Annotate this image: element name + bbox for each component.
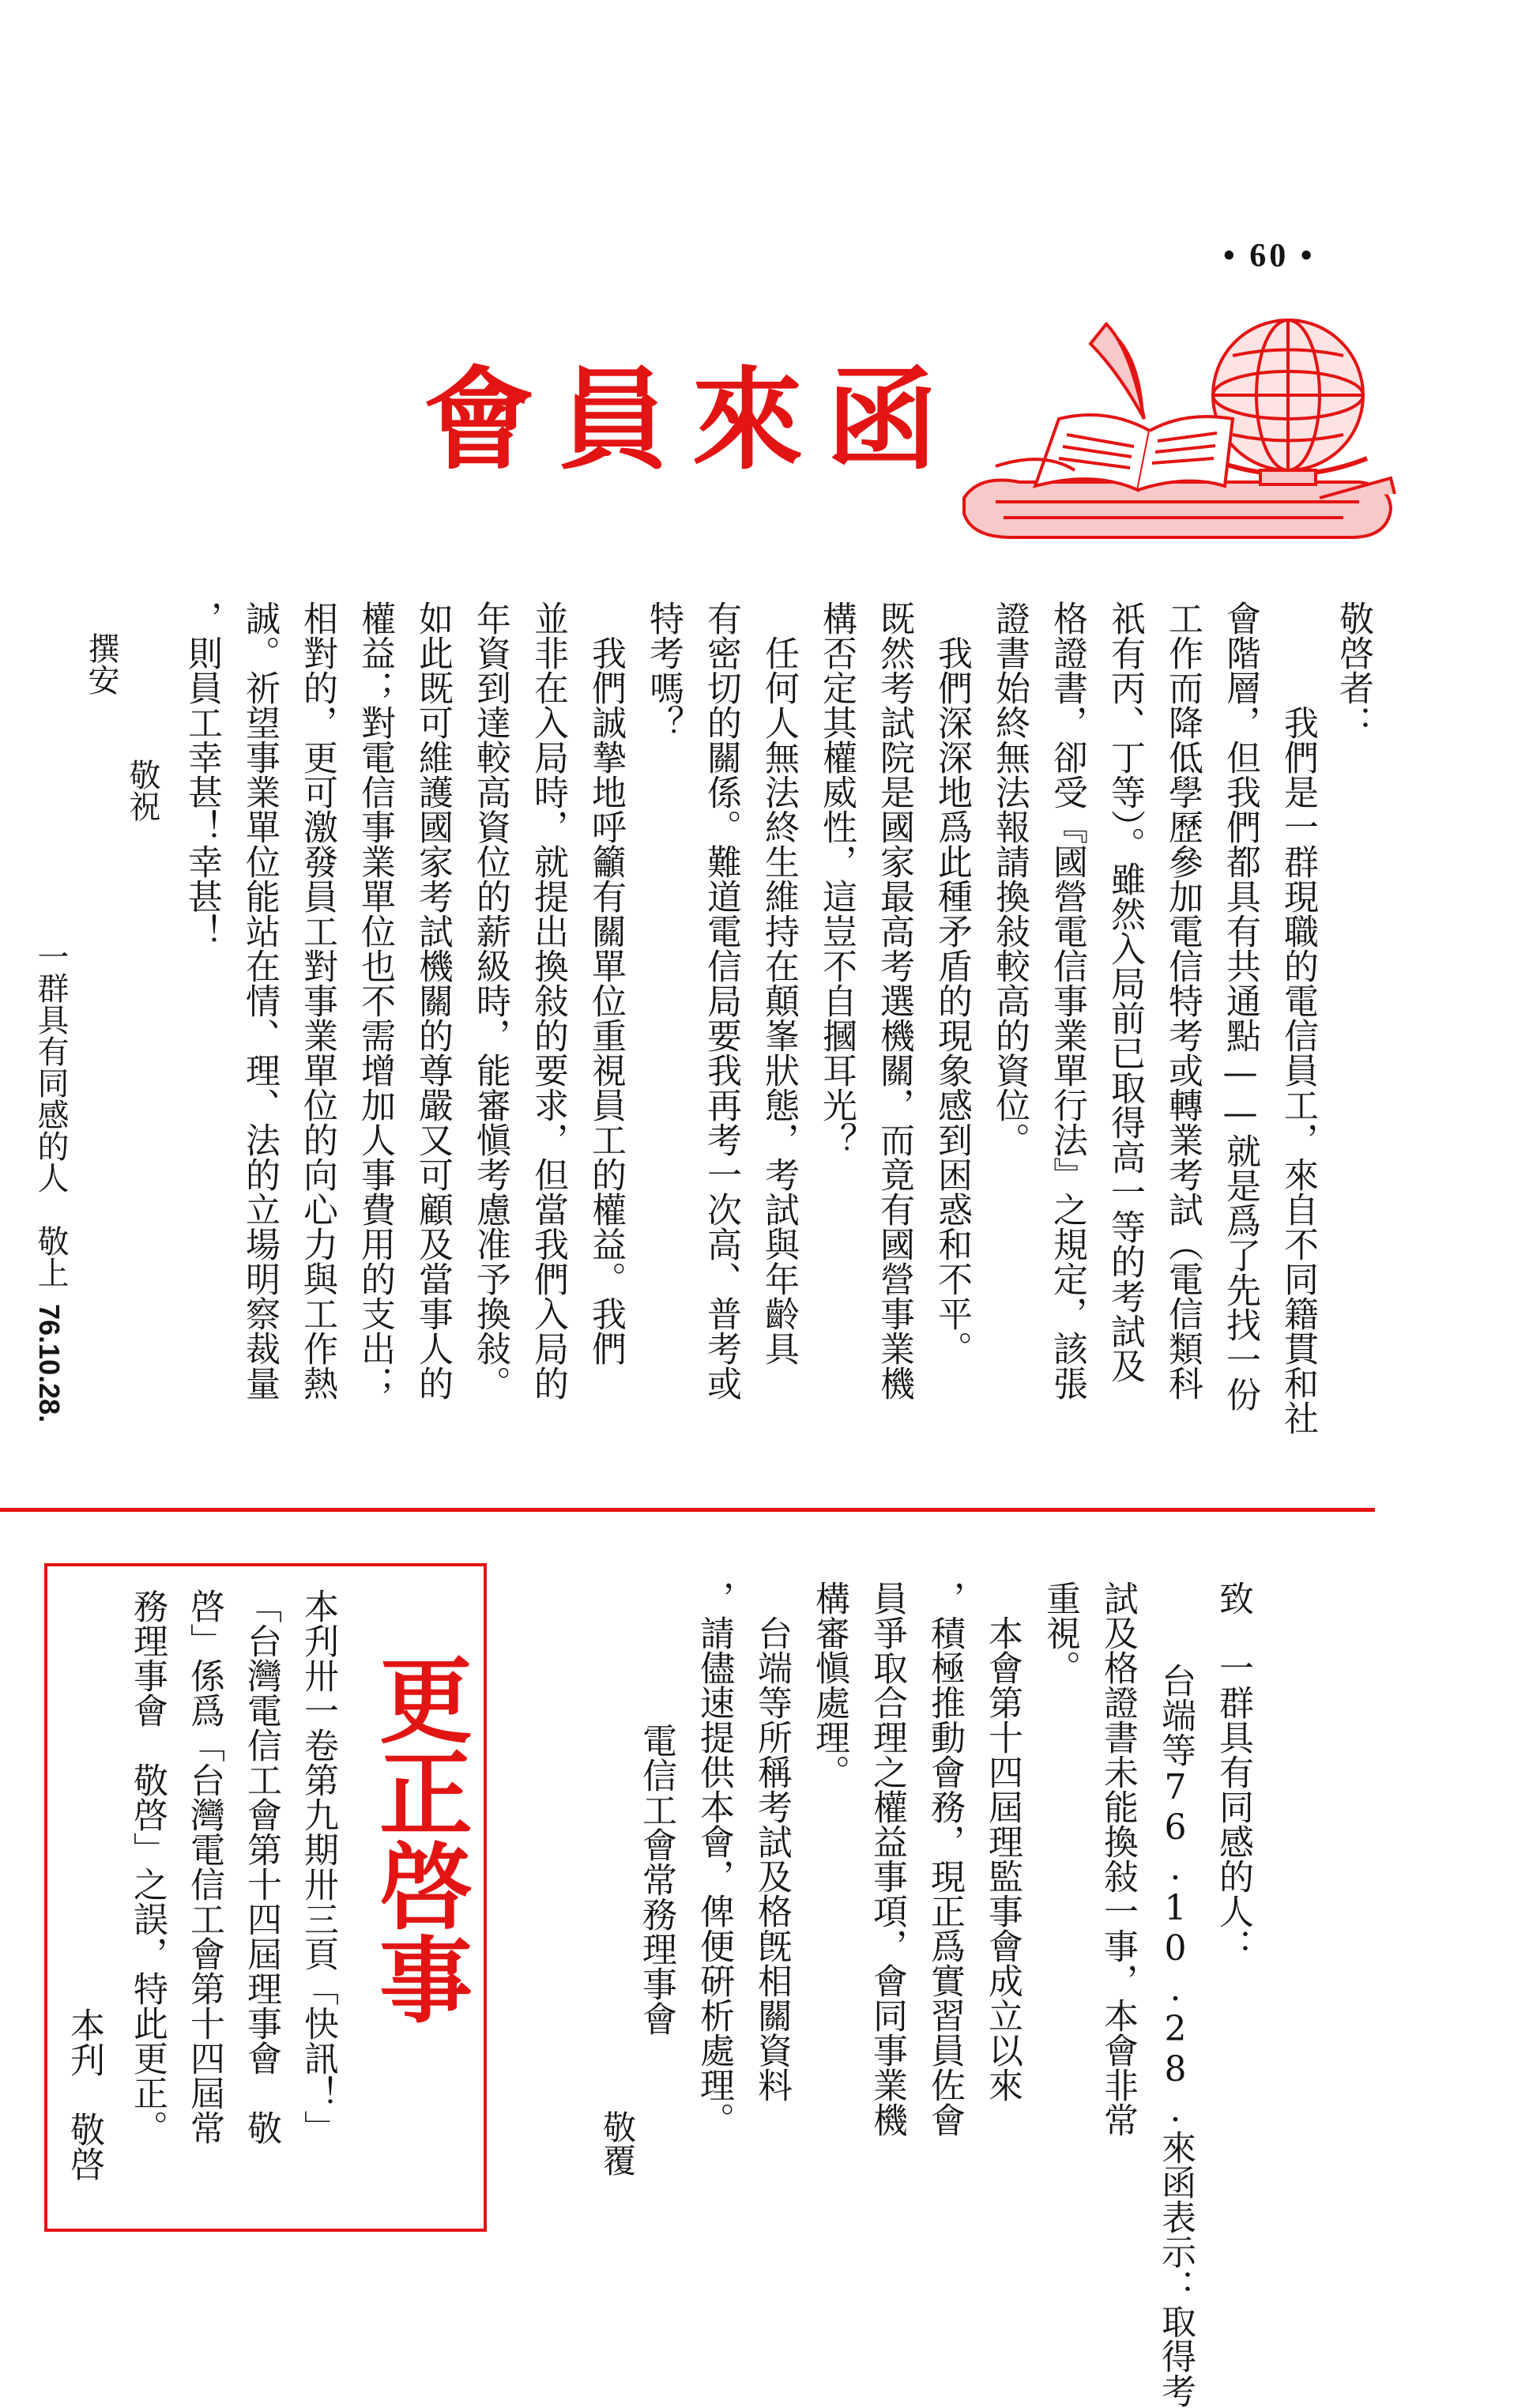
letter-line: 構否定其權威性，這豈不自摑耳光？ <box>816 601 857 1157</box>
reply-line: 構審愼處理。 <box>809 1581 849 1789</box>
correction-line: 本刋卅一卷第九期卅三頁「快訊！」 <box>298 1588 338 2145</box>
reply-line: 台端等76.10.28.來函表示：取得考 <box>1155 1628 1196 2408</box>
letter-line: 如此既可維護國家考試機關的尊嚴又可顧及當事人的 <box>412 601 453 1400</box>
reply-line: 本會第十四屆理監事會成立以來 <box>982 1581 1023 2102</box>
section-divider <box>0 1508 1375 1512</box>
letter-line: 證書始終無法報請換敍較高的資位。 <box>989 601 1030 1157</box>
letter-line: 權益；對電信事業單位也不需增加人事費用的支出； <box>355 601 395 1400</box>
reply-closing: 敬覆 <box>598 2110 637 2176</box>
letter-signature: 一群具有同感的人 敬上 <box>32 940 69 1288</box>
letter-line: 誠。祈望事業單位能站在情、理、法的立場明察裁量 <box>239 601 280 1400</box>
letter-line: 有密切的關係。難道電信局要我再考一次高、普考或 <box>701 601 741 1400</box>
letter-closing: 敬祝 <box>124 695 160 822</box>
reply-line: 重視。 <box>1040 1581 1080 1685</box>
letter-line: 並非在入局時，就提出換敍的要求，但當我們入局的 <box>528 601 568 1400</box>
reply-addressee: 致 一群具有同感的人： <box>1213 1581 1253 1963</box>
letter-salutation: 敬啓者： <box>1333 601 1373 740</box>
letter-line: 特考嗎？ <box>643 601 684 740</box>
globe-book-quill-icon <box>948 300 1407 553</box>
reply-signer: 電信工會常務理事會 <box>636 1723 676 2036</box>
letter-line: 年資到達較高資位的薪級時，能審愼考慮准予換敍。 <box>470 601 510 1400</box>
letter-date: 76.10.28. <box>33 1304 66 1423</box>
reply-line: 台端等所稱考試及格旣相關資料 <box>751 1581 792 2102</box>
letter-line: ，則員工幸甚！幸甚！ <box>182 601 222 948</box>
letter-line: 既然考試院是國家最高考選機關，而竟有國營事業機 <box>874 601 914 1400</box>
page-number: • 60 • <box>1223 238 1316 274</box>
correction-line: 「台灣電信工會第十四屆理事會 敬 <box>241 1588 281 2145</box>
letter-line: 祇有丙、丁等）。雖然入局前已取得高一等的考試及 <box>1105 601 1145 1383</box>
correction-signer: 本刋 敬啓 <box>64 2007 104 2181</box>
correction-line: 務理事會 敬啓」之誤，特此更正。 <box>127 1588 168 2145</box>
letter-line: 我們誠摯地呼籲有關單位重視員工的權益。我們 <box>586 601 626 1366</box>
letter-line: 我們是一群現職的電信員工，來自不同籍貫和社 <box>1278 670 1318 1435</box>
reply-line: ，請儘速提供本會，俾便硏析處理。 <box>694 1581 734 2137</box>
reply-line: 試及格證書未能換敍一事，本會非常 <box>1098 1581 1138 2137</box>
letter-closing: 撰安 <box>83 632 119 695</box>
correction-line: 啓」係爲「台灣電信工會第十四屆常 <box>184 1588 224 2145</box>
letter-line: 相對的，更可激發員工對事業單位的向心力與工作熱 <box>297 601 337 1400</box>
letter-line: 任何人無法終生維持在顛峯狀態，考試與年齡具 <box>759 601 799 1366</box>
reply-line: ，積極推動會務，現正爲實習員佐會 <box>925 1581 965 2137</box>
correction-title: 更正啓事 <box>363 1652 473 2025</box>
letter-line: 會階層，但我們都具有共通點——就是爲了先找一份 <box>1220 601 1260 1411</box>
section-title: 會員來函 <box>424 356 962 485</box>
letter-line: 格證書，卻受『國營電信事業單行法』之規定，該張 <box>1047 601 1087 1400</box>
letter-line: 我們深深地爲此種矛盾的現象感到困惑和不平。 <box>932 601 972 1366</box>
letter-line: 工作而降低學歷參加電信特考或轉業考試（電信類科 <box>1162 601 1203 1400</box>
reply-line: 員爭取合理之權益事項，會同事業機 <box>867 1581 907 2137</box>
